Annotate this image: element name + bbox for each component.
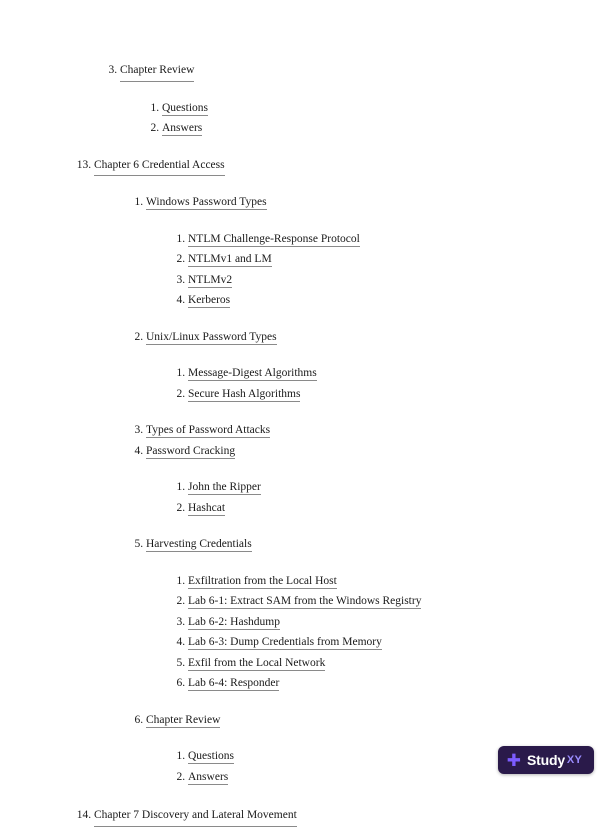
toc-item[interactable] bbox=[188, 384, 612, 405]
toc-item[interactable] bbox=[162, 118, 612, 139]
toc-item[interactable] bbox=[146, 441, 612, 519]
toc-link[interactable]: Password Cracking bbox=[146, 444, 236, 457]
toc-item[interactable] bbox=[146, 534, 612, 694]
toc-link[interactable]: Lab 6-3: Dump Credentials from Memory bbox=[188, 636, 382, 648]
toc-item[interactable] bbox=[120, 60, 612, 139]
toc-group-chapter6 bbox=[94, 155, 612, 788]
toc-sublist bbox=[188, 363, 612, 404]
toc-item-chapter6[interactable] bbox=[94, 155, 612, 788]
toc-link[interactable]: Chapter Review bbox=[120, 60, 194, 82]
toc-link[interactable]: Windows Password Types bbox=[146, 196, 267, 208]
toc-link[interactable]: NTLMv2 bbox=[188, 273, 233, 286]
toc-item[interactable] bbox=[188, 229, 612, 250]
toc-item[interactable] bbox=[188, 632, 612, 653]
toc-item[interactable] bbox=[146, 420, 612, 441]
toc-link[interactable]: Kerberos bbox=[188, 294, 231, 306]
toc-link[interactable]: Questions bbox=[162, 101, 208, 114]
toc-item[interactable] bbox=[188, 477, 612, 498]
toc-link[interactable]: Lab 6-2: Hashdump bbox=[188, 615, 280, 628]
toc-item[interactable] bbox=[146, 327, 612, 405]
toc-link[interactable]: Message-Digest Algorithms bbox=[188, 367, 317, 379]
toc-link[interactable]: Chapter Review bbox=[146, 713, 221, 726]
toc-link[interactable]: John the Ripper bbox=[188, 481, 261, 493]
toc-group-chapter5-tail bbox=[120, 60, 612, 139]
toc-item[interactable] bbox=[188, 612, 612, 633]
plus-icon: ✚ bbox=[506, 750, 522, 770]
toc-link[interactable]: Answers bbox=[188, 770, 229, 783]
toc-link[interactable]: Secure Hash Algorithms bbox=[188, 387, 301, 400]
toc-group-chapter7 bbox=[94, 805, 612, 827]
brand-name: Study bbox=[527, 752, 565, 768]
toc-link[interactable]: Chapter 7 Discovery and Lateral Movement bbox=[94, 805, 297, 827]
toc-link[interactable]: Hashcat bbox=[188, 501, 226, 514]
toc-item[interactable] bbox=[188, 249, 612, 270]
toc-link[interactable]: Answers bbox=[162, 122, 203, 134]
toc-item[interactable] bbox=[162, 98, 612, 119]
studyxy-watermark[interactable] bbox=[498, 746, 594, 774]
toc-link[interactable]: Harvesting Credentials bbox=[146, 538, 252, 550]
toc-link[interactable]: Exfil from the Local Network bbox=[188, 656, 326, 669]
toc-link[interactable]: Lab 6-1: Extract SAM from the Windows Registry bbox=[188, 595, 422, 607]
toc-item-chapter7[interactable] bbox=[94, 805, 612, 827]
toc-item[interactable] bbox=[188, 591, 612, 612]
toc-item[interactable] bbox=[188, 571, 612, 592]
toc-sublist bbox=[146, 192, 612, 787]
toc-sublist bbox=[188, 477, 612, 518]
toc-item[interactable] bbox=[188, 270, 612, 291]
toc-item[interactable] bbox=[188, 363, 612, 384]
brand-suffix: XY bbox=[566, 754, 582, 766]
toc-item[interactable] bbox=[146, 192, 612, 311]
toc-link[interactable]: Unix/Linux Password Types bbox=[146, 330, 277, 343]
toc-item[interactable] bbox=[188, 498, 612, 519]
table-of-contents bbox=[0, 60, 612, 827]
toc-sublist bbox=[188, 229, 612, 311]
toc-link[interactable]: Lab 6-4: Responder bbox=[188, 677, 280, 689]
toc-link[interactable]: Questions bbox=[188, 750, 234, 762]
toc-item[interactable] bbox=[188, 653, 612, 674]
toc-link[interactable]: Chapter 6 Credential Access bbox=[94, 155, 225, 177]
toc-item[interactable] bbox=[188, 673, 612, 694]
toc-link[interactable]: Types of Password Attacks bbox=[146, 424, 271, 436]
toc-link[interactable]: Exfiltration from the Local Host bbox=[188, 574, 337, 587]
toc-sublist bbox=[162, 98, 612, 139]
toc-link[interactable]: NTLM Challenge-Response Protocol bbox=[188, 232, 360, 245]
toc-link[interactable]: NTLMv1 and LM bbox=[188, 253, 272, 265]
toc-sublist bbox=[188, 571, 612, 694]
toc-item[interactable] bbox=[188, 290, 612, 311]
